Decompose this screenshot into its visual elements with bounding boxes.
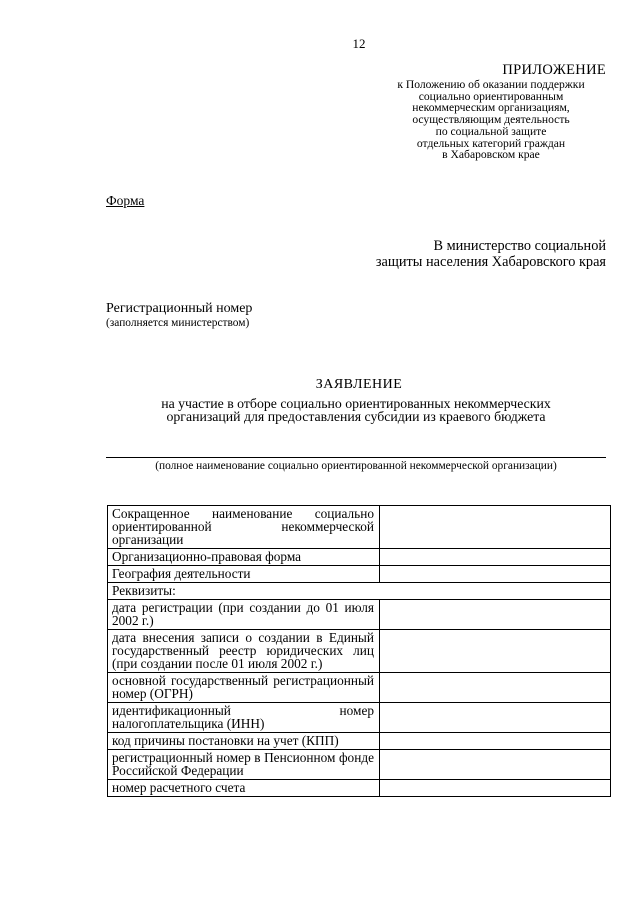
document-subtitle-line: организаций для предоставления субсидии из краевого бюджета: [166, 409, 546, 424]
table-row: [108, 566, 611, 583]
document-title: ЗАЯВЛЕНИЕ: [315, 377, 403, 392]
row-value-field[interactable]: [380, 506, 611, 549]
row-value-field[interactable]: [380, 600, 611, 630]
organization-name-caption: (полное наименование социально ориентированной некоммерческой организации): [155, 460, 557, 472]
table-row: [108, 673, 611, 703]
appendix-body: [376, 79, 606, 161]
appendix-line: в Хабаровском крае: [442, 148, 540, 162]
table-row: [108, 506, 611, 549]
addressee-line: защиты населения Хабаровского края: [375, 253, 606, 270]
row-label: код причины постановки на учет (КПП): [108, 733, 380, 750]
row-value-field[interactable]: [380, 673, 611, 703]
organization-info-table: [107, 505, 611, 797]
addressee: [330, 239, 606, 270]
row-label: основной государственный регистрационный номер (ОГРН): [108, 673, 380, 703]
row-value-field[interactable]: [380, 750, 611, 780]
row-value-field[interactable]: [380, 703, 611, 733]
document-subtitle-line: на участие в отборе социально ориентированных некоммерческих: [161, 396, 551, 411]
row-label: География деятельности: [108, 566, 380, 583]
appendix-line: к Положению об оказании поддержки: [397, 78, 585, 91]
organization-name-field[interactable]: [106, 457, 606, 458]
table-row: [108, 703, 611, 733]
table-row: [108, 780, 611, 797]
row-value-field[interactable]: [380, 733, 611, 750]
document-subtitle: [106, 397, 606, 423]
form-label: Форма: [106, 193, 145, 208]
appendix-line: осуществляющим деятельность: [412, 113, 570, 127]
appendix-line: социально ориентированным: [418, 89, 564, 103]
appendix-line: некоммерческим организациям,: [412, 101, 570, 115]
row-label: дата регистрации (при создании до 01 июля 2002 г.): [108, 600, 380, 630]
row-label: регистрационный номер в Пенсионном фонде Российской Федерации: [108, 750, 380, 780]
row-value-field[interactable]: [380, 630, 611, 673]
registration-number-note: (заполняется министерством): [106, 317, 250, 329]
row-value-field[interactable]: [380, 549, 611, 566]
appendix-line: по социальной защите: [435, 124, 547, 138]
appendix-line: отдельных категорий граждан: [416, 136, 566, 150]
row-label: Организационно-правовая форма: [108, 549, 380, 566]
row-label: идентификационный номер налогоплательщика (ИНН): [108, 703, 380, 733]
table-row: [108, 549, 611, 566]
appendix-title: ПРИЛОЖЕНИЕ: [502, 62, 606, 78]
addressee-line: В министерство социальной: [433, 238, 606, 254]
row-label: Реквизиты:: [108, 583, 611, 600]
page-number: 12: [352, 36, 366, 51]
row-label: Сокращенное наименование социально ориентированной некоммерческой организации: [108, 506, 380, 549]
registration-number-label: Регистрационный номер: [106, 301, 253, 316]
row-label: дата внесения записи о создании в Единый государственный реестр юридических лиц (при создании после 01 июля 2002 г.): [108, 630, 380, 673]
table-row: [108, 583, 611, 600]
row-label: номер расчетного счета: [108, 780, 380, 797]
row-value-field[interactable]: [380, 566, 611, 583]
table-row: [108, 750, 611, 780]
row-value-field[interactable]: [380, 780, 611, 797]
table-row: [108, 733, 611, 750]
table-row: [108, 600, 611, 630]
table-row: [108, 630, 611, 673]
